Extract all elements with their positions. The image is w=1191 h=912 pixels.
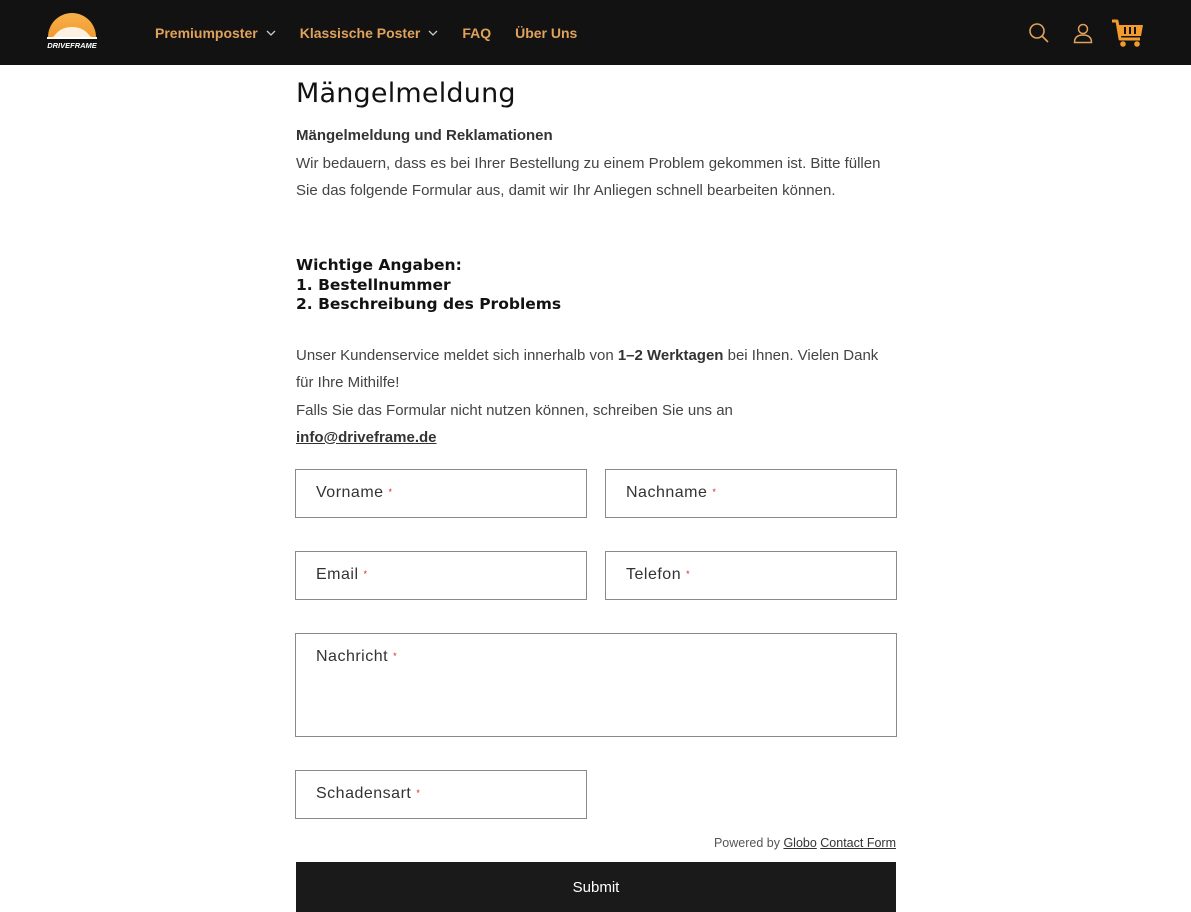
nav-item-label: FAQ (462, 24, 492, 41)
important-info (296, 256, 561, 315)
vorname-label (316, 484, 393, 502)
globo-link[interactable]: Globo (783, 836, 817, 850)
required-marker: * (686, 569, 691, 579)
important-info-heading: Wichtige Angaben: (296, 256, 462, 274)
telefon-label (626, 566, 690, 584)
service-paragraph (296, 342, 896, 397)
nav-item-faq[interactable] (462, 25, 491, 41)
field-label-text: Nachname (626, 484, 708, 501)
nachricht-textarea[interactable] (295, 633, 897, 737)
intro-text (296, 122, 896, 205)
email-field[interactable] (295, 551, 587, 600)
brand-name: DRIVEFRAME (47, 41, 97, 50)
nav-item-klassische-poster[interactable] (300, 25, 439, 41)
brand-logo[interactable] (45, 6, 99, 54)
field-label-text: Nachricht (316, 648, 389, 665)
required-marker: * (416, 788, 421, 798)
cart-button[interactable] (1110, 0, 1146, 65)
important-info-item: 2. Beschreibung des Problems (296, 295, 562, 313)
nachricht-label (316, 648, 397, 666)
field-label-text: Schadensart (316, 785, 412, 802)
schadensart-field[interactable] (295, 770, 587, 819)
account-button[interactable] (1072, 0, 1094, 65)
required-marker: * (712, 487, 717, 497)
important-info-item: 1. Bestellnummer (296, 275, 451, 294)
field-label-text: Email (316, 566, 359, 583)
chevron-down-icon (266, 28, 276, 38)
telefon-field[interactable] (605, 551, 897, 600)
nav-item-label: Über Uns (515, 24, 578, 41)
nachname-label (626, 484, 716, 502)
required-marker: * (388, 487, 393, 497)
nav-item-label: Premiumposter (155, 24, 258, 41)
chevron-down-icon (428, 28, 438, 38)
service-text (296, 342, 896, 451)
account-icon (1072, 22, 1094, 44)
vorname-field[interactable] (295, 469, 587, 518)
service-text-start: Unser Kundenservice meldet sich innerhalb von (296, 347, 618, 364)
site-header (0, 0, 1191, 65)
nav-item-ueber-uns[interactable] (515, 25, 577, 41)
powered-by (600, 836, 896, 850)
intro-subtitle: Mängelmeldung und Reklamationen (296, 127, 553, 144)
field-label-text: Vorname (316, 484, 384, 501)
powered-by-prefix: Powered by (713, 836, 780, 850)
search-button[interactable] (1028, 0, 1050, 65)
page-title: Mängelmeldung (296, 78, 516, 109)
service-text-end: bei Ihnen. Vielen Dank für Ihre Mithilfe! (296, 347, 879, 392)
email-label (316, 566, 368, 584)
contact-form-link[interactable]: Contact Form (820, 836, 896, 850)
service-time: 1–2 Werktagen (617, 347, 724, 364)
main-nav (155, 0, 601, 65)
schadensart-label (316, 785, 420, 803)
intro-paragraph: Wir bedauern, dass es bei Ihrer Bestellung zu einem Problem gekommen ist. Bitte füllen Sie das folgende Formular aus, damit wir Ihr Anliegen schnell bearbeiten können. (296, 154, 881, 199)
field-label-text: Telefon (626, 566, 682, 583)
nachname-field[interactable] (605, 469, 897, 518)
email-link[interactable]: info@driveframe.de (296, 428, 437, 446)
search-icon (1028, 22, 1050, 44)
cart-icon (1110, 17, 1146, 49)
fallback-text: Falls Sie das Formular nicht nutzen können, schreiben Sie uns an (296, 401, 733, 419)
required-marker: * (363, 569, 368, 579)
required-marker: * (393, 651, 398, 661)
nav-item-premiumposter[interactable] (155, 25, 276, 41)
nav-item-label: Klassische Poster (299, 24, 421, 41)
submit-button[interactable]: Submit (296, 862, 896, 912)
